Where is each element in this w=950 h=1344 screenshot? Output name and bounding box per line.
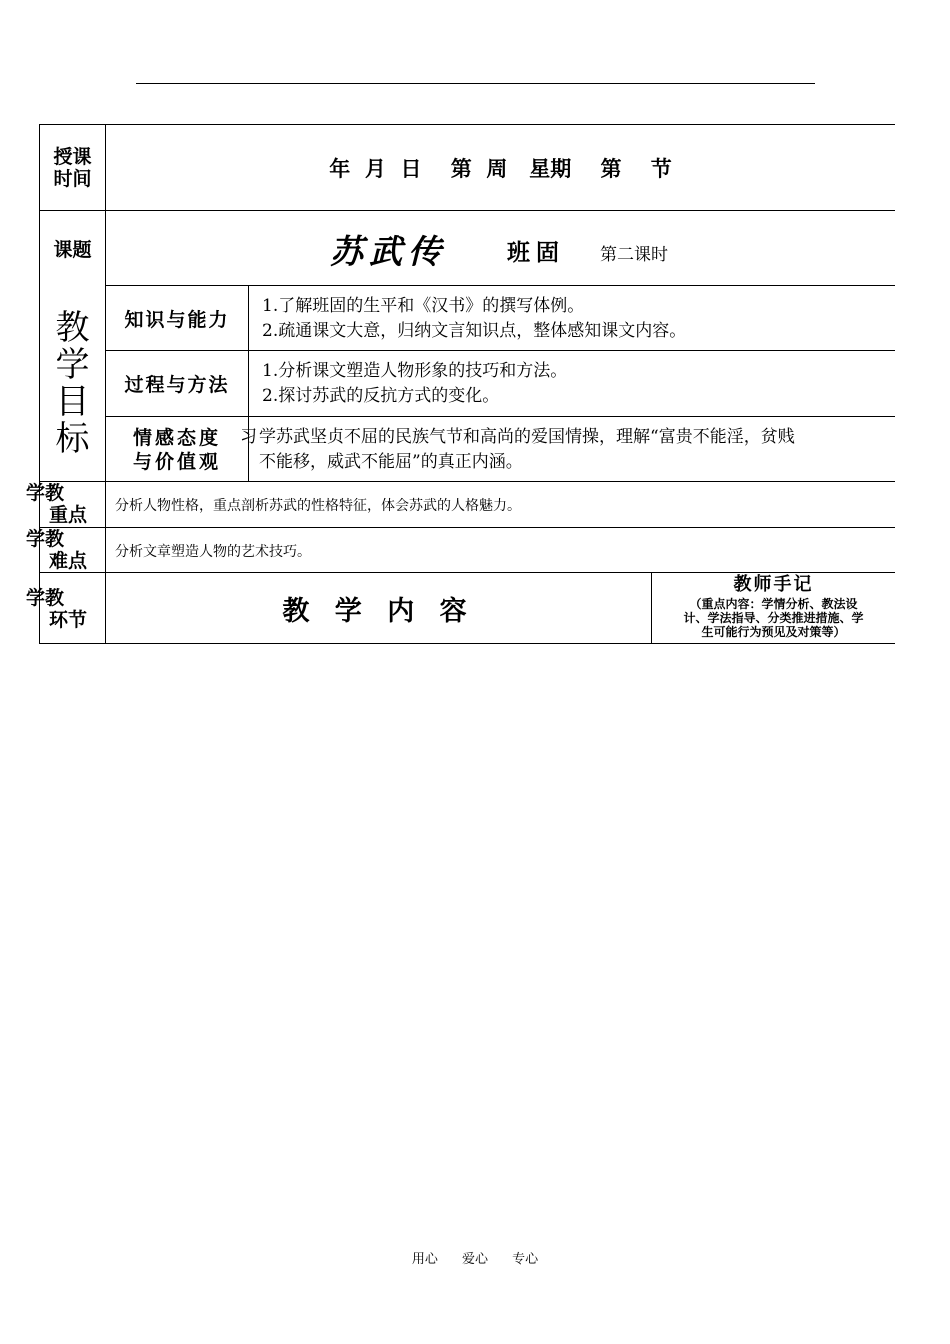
teacher-notes-line: 计、学法指导、分类推进措施、学 bbox=[683, 611, 864, 625]
objectives-char: 教 bbox=[55, 307, 90, 348]
table-line bbox=[39, 527, 895, 528]
objective-line: 2.疏通课文大意，归纳文言知识点，整体感知课文内容。 bbox=[262, 321, 687, 341]
difficult-point-label bbox=[26, 528, 87, 572]
objectives-char: 目 bbox=[55, 381, 90, 422]
lesson-session: 第二课时 bbox=[600, 245, 668, 265]
objective-line: 学苏武坚贞不屈的民族气节和高尚的爱国情操，理解“富贵不能淫，贫贱 bbox=[259, 427, 795, 447]
objectives-char: 学 bbox=[55, 344, 90, 385]
table-line bbox=[248, 285, 249, 481]
time-value: 年 月 日 第 周 星期 第 节 bbox=[329, 156, 672, 181]
stage-label-line2: 环节 bbox=[49, 609, 88, 631]
teacher-notes-line: 生可能行为预见及对策等） bbox=[701, 625, 846, 639]
lesson-author: 班固 bbox=[507, 240, 565, 266]
header-rule bbox=[136, 83, 815, 84]
table-line bbox=[39, 481, 895, 482]
objective-category-emotion bbox=[106, 422, 248, 478]
footer-text: 用心 bbox=[411, 1252, 438, 1267]
key-point-label-line1: 学教 bbox=[26, 482, 65, 504]
objective-knowledge-text bbox=[262, 294, 686, 344]
objective-category-knowledge: 知识与能力 bbox=[124, 308, 230, 331]
objective-category-process: 过程与方法 bbox=[124, 374, 230, 396]
teacher-notes-line: （重点内容：学情分析、教法设 bbox=[689, 597, 858, 611]
objective-line: 1.了解班固的生平和《汉书》的撰写体例。 bbox=[262, 296, 585, 316]
objective-line: 2.探讨苏武的反抗方式的变化。 bbox=[262, 386, 500, 406]
objective-process-text bbox=[262, 359, 567, 409]
time-label-line2: 时间 bbox=[53, 167, 92, 190]
key-point-label-line2: 重点 bbox=[49, 504, 88, 526]
objective-emotion-text bbox=[259, 425, 795, 475]
page-footer bbox=[0, 1248, 950, 1267]
objective-category-line: 与价值观 bbox=[132, 451, 221, 473]
footer-text: 爱心 bbox=[461, 1252, 488, 1267]
objective-line: 1.分析课文塑造人物形象的技巧和方法。 bbox=[262, 361, 568, 381]
time-label bbox=[40, 125, 105, 210]
objectives-char: 标 bbox=[55, 418, 90, 459]
time-label-line1: 授课 bbox=[53, 145, 92, 168]
table-line bbox=[105, 416, 895, 417]
lesson-title: 苏武传 bbox=[330, 232, 447, 271]
stage-label-line1: 学教 bbox=[26, 587, 65, 609]
difficult-point-value: 分析文章塑造人物的艺术技巧。 bbox=[115, 544, 311, 560]
objective-emotion-prefix: 习 bbox=[240, 427, 257, 447]
stage-label bbox=[26, 587, 87, 631]
difficult-point-label-line1: 学教 bbox=[26, 528, 65, 550]
teacher-notes bbox=[652, 573, 895, 643]
key-point-value: 分析人物性格，重点剖析苏武的性格特征，体会苏武的人格魅力。 bbox=[115, 498, 521, 514]
objective-category-line: 情感态度 bbox=[132, 427, 221, 449]
teaching-content-title: 教 学 内 容 bbox=[282, 595, 475, 627]
objective-line: 不能移，威武不能屈”的真正内涵。 bbox=[259, 452, 523, 472]
teacher-notes-title: 教师手记 bbox=[733, 574, 814, 595]
table-line bbox=[39, 210, 895, 211]
difficult-point-label-line2: 难点 bbox=[49, 550, 88, 572]
footer-text: 专心 bbox=[512, 1252, 539, 1267]
key-point-label bbox=[26, 482, 87, 526]
topic-label: 课题 bbox=[53, 238, 92, 261]
objectives-label bbox=[40, 286, 105, 481]
table-border-bottom bbox=[39, 643, 895, 644]
